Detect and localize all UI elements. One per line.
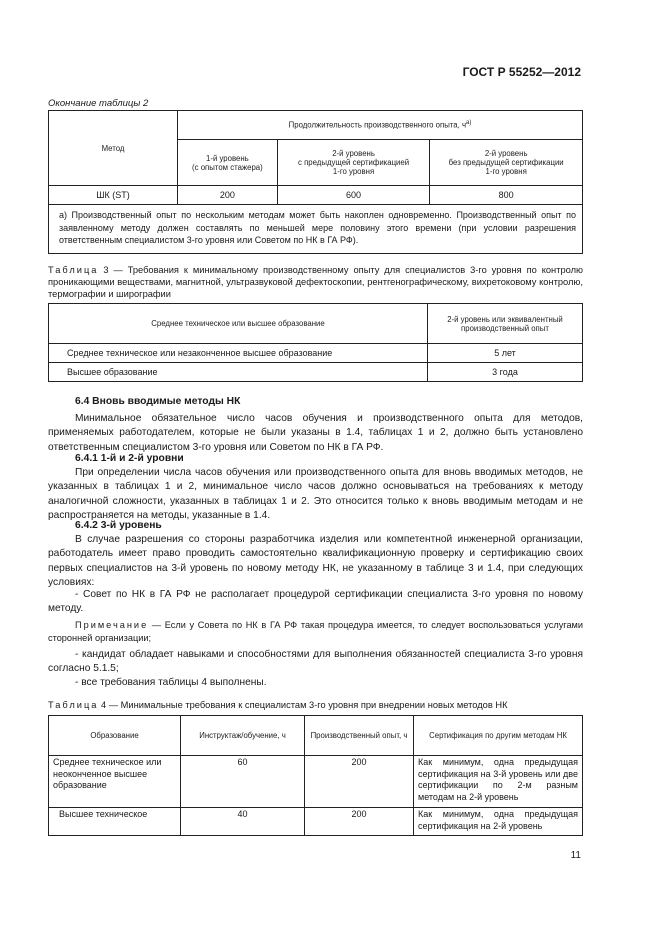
table-row-experience: 200: [305, 756, 414, 808]
paragraph: При определении числа часов обучения или производственного опыта для вновь вводимых методов, не указанных в таблицах 1 и 2, минимальное число часов должно основываться на требованиях к методу аналогичной сложности, указанных в таблицах 1 и 2. Это относится только к вновь вводимым методам и не распространяется на методы, указанные в 1.4.: [48, 467, 583, 522]
col-group-label: Продолжительность производственного опыта, ч: [288, 120, 467, 130]
table-row-training: 40: [181, 808, 305, 836]
value-cell: 200: [178, 186, 278, 205]
table2: [48, 110, 583, 254]
col-header: Производственный опыт, ч: [305, 716, 414, 756]
level-line: 2-й уровень: [332, 149, 375, 158]
col-group-note: а): [466, 120, 472, 127]
note-label: Примечание: [75, 620, 149, 630]
level-line: 1-го уровня: [332, 167, 375, 176]
level-header: [277, 140, 430, 186]
col-experience-line: производственный опыт: [461, 323, 549, 333]
value-cell: 600: [277, 186, 430, 205]
col-method-header: Метод: [49, 111, 178, 186]
page-number: 11: [570, 850, 581, 861]
note-text: — Если у Совета по НК в ГА РФ такая процедура имеется, то следует воспользоваться услугами сторонней организации;: [48, 620, 583, 643]
table-row-education: Высшее образование: [49, 363, 428, 382]
table-row-education: Среднее техническое или незаконченное высшее образование: [49, 344, 428, 363]
table4-caption: [48, 700, 508, 710]
level-line: без предыдущей сертификации: [448, 158, 564, 167]
table-row-training: 60: [181, 756, 305, 808]
level-line: 2-й уровень: [484, 149, 528, 158]
value-cell: 800: [430, 186, 583, 205]
col-header: Образование: [49, 716, 181, 756]
paragraph: В случае разрешения со стороны разработчика изделия или компетентной инженерной организации, работодатель имеет право проводить самостоятельно квалификационную проверку и сертификацию своих первых специалистов на 3-й уровень по новому методу НК, не указанному в таблице 3 и 1.4, при следующих условиях:: [48, 534, 583, 589]
bullet-item: - кандидат обладает навыками и способностями для выполнения обязанностей специалиста 3-го уровня согласно 5.1.5;: [48, 649, 583, 675]
table3-label: Таблица: [48, 265, 99, 275]
level-line: (с опытом стажера): [192, 162, 263, 172]
table3: [48, 303, 583, 382]
table-row-education: Среднее техническое или неоконченное высшее образование: [49, 756, 181, 808]
paragraph: Минимальное обязательное число часов обучения и производственного опыта для методов, применяемых работодателем, которые не были указаны в 1.4, таблицах 1 и 2, должно быть установлено ответственным специалистом 3-го уровня или Советом по НК в ГА РФ.: [48, 413, 583, 453]
level-line: с предыдущей сертификацией: [298, 158, 410, 167]
level-header: [178, 140, 278, 186]
table-row-experience: 3 года: [428, 363, 583, 382]
table-row-certification: Как минимум, одна предыдущая сертификация на 2-й уровень: [414, 808, 583, 836]
col-header: Инструктаж/обучение, ч: [181, 716, 305, 756]
table4-label: Таблица: [48, 700, 99, 710]
table4: [48, 715, 583, 836]
note: [48, 619, 583, 644]
section-heading-6-4-1: 6.4.1 1-й и 2-й уровни: [75, 453, 184, 464]
col-education-header: Среднее техническое или высшее образование: [49, 304, 428, 344]
table2-caption: Окончание таблицы 2: [48, 98, 149, 109]
table2-footnote: а) Производственный опыт по нескольким методам может быть накоплен одновременно. Производственный опыт по заявленному методу должен составлять по меньшей мере половину этого времени (при условии разрешения ответственным специалистом 3-го уровня или Советом по НК в ГА РФ).: [49, 205, 583, 254]
col-experience-header: [428, 304, 583, 344]
level-line: 1-го уровня: [485, 167, 527, 176]
table4-caption-text: 4 — Минимальные требования к специалистам 3-го уровня при внедрении новых методов НК: [101, 700, 508, 710]
bullet-item: - все требования таблицы 4 выполнены.: [75, 677, 267, 688]
col-group-header: [178, 111, 583, 140]
col-experience-line: 2-й уровень или эквивалентный: [447, 314, 563, 324]
table-row-experience: 200: [305, 808, 414, 836]
table-row-experience: 5 лет: [428, 344, 583, 363]
document-id: ГОСТ Р 55252—2012: [462, 65, 581, 79]
section-heading-6-4: 6.4 Вновь вводимые методы НК: [75, 396, 241, 407]
section-heading-6-4-2: 6.4.2 3-й уровень: [75, 520, 162, 531]
col-header: Сертификация по другим методам НК: [414, 716, 583, 756]
table3-caption: [48, 264, 583, 300]
method-cell: ШК (ST): [49, 186, 178, 205]
level-line: 1-й уровень: [206, 153, 249, 163]
table-row-education: Высшее техническое: [49, 808, 181, 836]
bullet-item: - Совет по НК в ГА РФ не располагает процедурой сертификации специалиста 3-го уровня по новому методу.: [48, 589, 583, 615]
table3-caption-text: 3 — Требования к минимальному производственному опыту для специалистов 3-го уровня по контролю проникающими веществами, магнитной, ультразвуковой дефектоскопии, рентгенографическому, вихретоковому контролю, термографии и ширографии: [48, 265, 583, 299]
level-header: [430, 140, 583, 186]
table-row-certification: Как минимум, одна предыдущая сертификация на 3-й уровень или две сертификации по 2-м разным методам на 2-й уровень: [414, 756, 583, 808]
